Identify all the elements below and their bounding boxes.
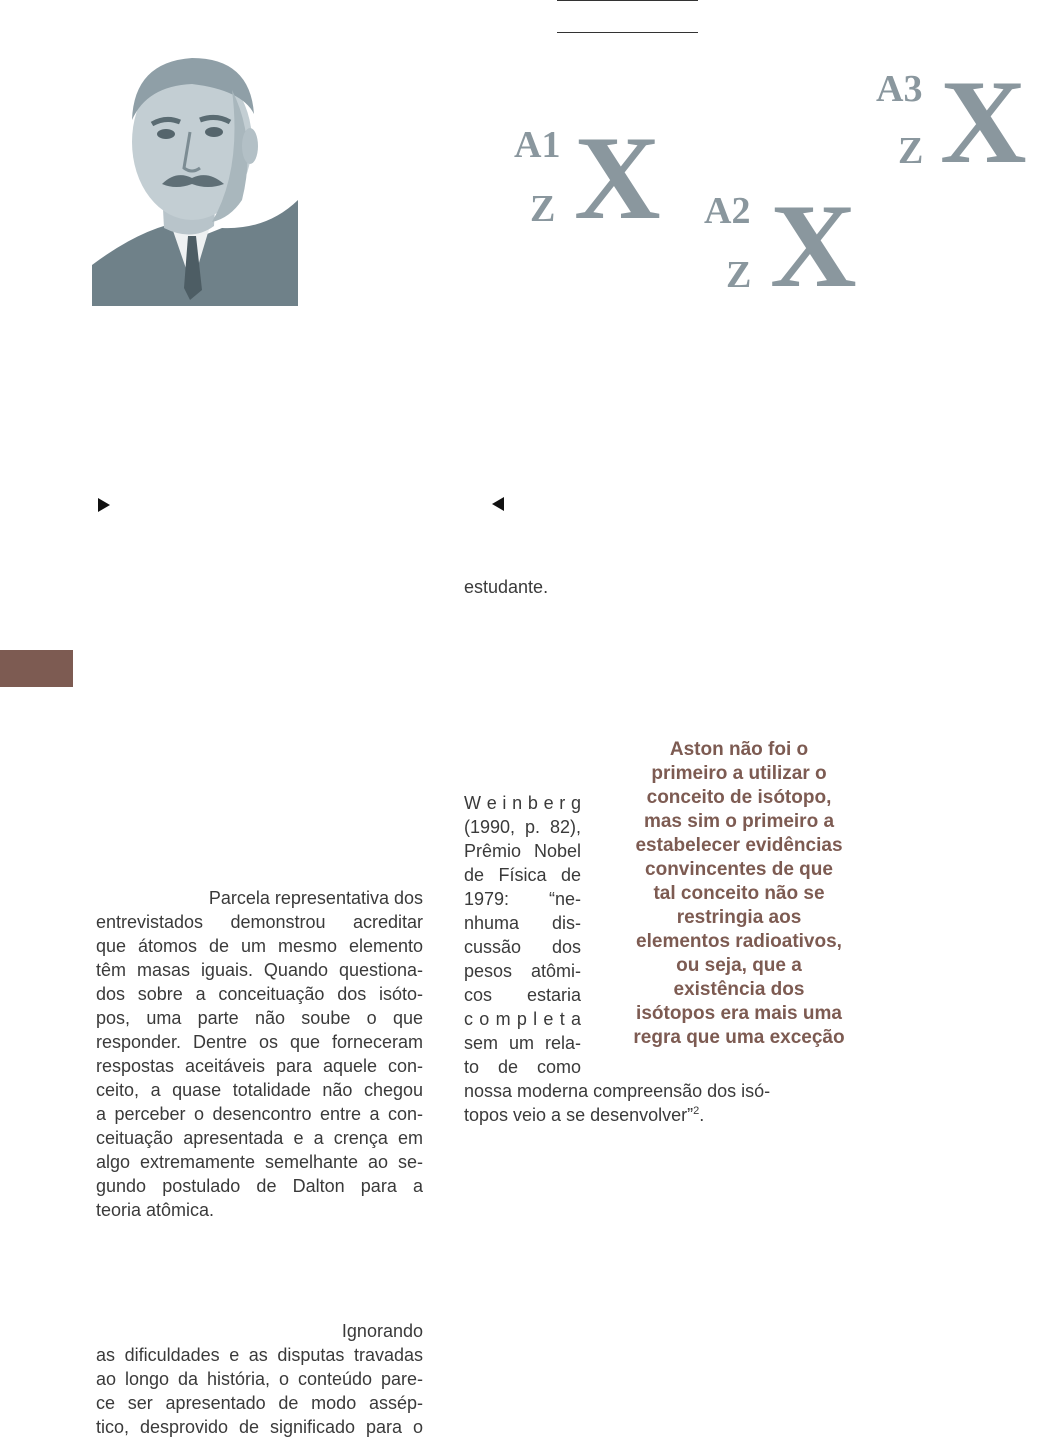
text-line: dos sobre a conceituação dos isóto- — [96, 984, 423, 1004]
text-line: as dificuldades e as disputas travadas — [96, 1345, 423, 1365]
pull-quote-line: estabelecer evidências — [635, 835, 843, 856]
text-line: algo extremamente semelhante ao se- — [96, 1152, 423, 1172]
text-line: c o m p l e t a — [464, 1009, 581, 1029]
text-line: que átomos de um mesmo elemento — [96, 936, 423, 956]
text-line: ceituação apresentada e a crença em — [96, 1128, 423, 1148]
text-line: pesos atômi- — [464, 961, 581, 981]
pull-quote-line: primeiro a utilizar o — [651, 763, 827, 784]
text-line: de Física de — [464, 865, 581, 885]
text-line: tico, desprovido de significado para o — [96, 1417, 423, 1437]
weinberg-quote — [464, 791, 581, 1079]
text-line: Prêmio Nobel — [464, 841, 581, 861]
pull-quote-line: convincentes de que — [645, 859, 833, 880]
element-symbol-1: X — [574, 111, 661, 244]
text-line: ceito, a quase totalidade não chegou — [96, 1080, 423, 1100]
text-line: entrevistados demonstrou acreditar — [96, 912, 423, 932]
text-line: (1990, p. 82), — [464, 817, 581, 837]
text-line: gundo postulado de Dalton para a — [96, 1176, 423, 1196]
triangle-left-icon — [492, 497, 504, 511]
isotope-notation-1 — [512, 111, 662, 244]
text-line: teoria atômica. — [96, 1200, 215, 1220]
text-line: sem um rela- — [464, 1033, 581, 1053]
text-line: respostas aceitáveis para aquele con- — [96, 1056, 423, 1076]
text-line: responder. Dentre os que forneceram — [96, 1032, 423, 1052]
footnote-marker: 2 — [693, 1105, 700, 1117]
text-line: estudante. — [464, 577, 549, 597]
text-line: W e i n b e r g — [464, 793, 581, 813]
left-paragraph-1 — [96, 886, 423, 1222]
portrait-image — [92, 50, 298, 306]
pull-quote — [618, 738, 860, 1050]
text-line: nhuma dis- — [464, 913, 581, 933]
text-line: Parcela representativa dos — [208, 888, 423, 908]
text-line: ao longo da história, o conteúdo pare- — [96, 1369, 423, 1389]
text-line: pos, uma parte não soube o que — [96, 1008, 423, 1028]
text-line — [464, 1103, 794, 1127]
period: . — [699, 1105, 705, 1125]
element-symbol-2: X — [770, 179, 857, 312]
mass-number-2: A2 — [704, 190, 751, 232]
pull-quote-line: existência dos — [673, 979, 805, 1000]
pull-quote-line: elementos radioativos, — [636, 931, 842, 952]
top-rule-1 — [557, 0, 698, 1]
section-tab — [0, 650, 73, 687]
pull-quote-line: conceito de isótopo, — [646, 787, 832, 808]
top-rule-2 — [557, 32, 698, 33]
pull-quote-line: regra que uma exceção — [633, 1027, 845, 1048]
pull-quote-line: isótopos era mais uma — [636, 1003, 842, 1024]
text-line: cos estaria — [464, 985, 581, 1005]
text-line: a perceber o desencontro entre a con- — [96, 1104, 423, 1124]
mass-number-3: A3 — [876, 68, 923, 110]
text-line: to de como — [464, 1057, 581, 1077]
pull-quote-line: tal conceito não se — [653, 883, 825, 904]
text-line: ce ser apresentado de modo assép- — [96, 1393, 423, 1413]
left-paragraph-2 — [96, 1319, 423, 1439]
quote-end-text: topos veio a se desenvolver” — [464, 1105, 694, 1125]
text-line: 1979: “ne- — [464, 889, 581, 909]
text-line: Ignorando — [341, 1321, 423, 1341]
atomic-number-1: Z — [530, 188, 556, 230]
weinberg-quote-tail — [464, 1079, 794, 1127]
text-line: nossa moderna compreensão dos isó- — [464, 1081, 771, 1101]
pull-quote-line: ou seja, que a — [676, 955, 802, 976]
text-line: têm masas iguais. Quando questiona- — [96, 960, 423, 980]
atomic-number-3: Z — [898, 130, 924, 172]
text-line: cussão dos — [464, 937, 581, 957]
pull-quote-line: restringia aos — [676, 907, 802, 928]
pull-quote-line: mas sim o primeiro a — [643, 811, 835, 832]
isotope-notation-2 — [704, 179, 860, 312]
isotope-notation-3 — [876, 55, 1036, 188]
mass-number-1: A1 — [514, 124, 561, 166]
pull-quote-line: Aston não foi o — [669, 739, 809, 760]
atomic-number-2: Z — [726, 254, 752, 296]
right-continuation — [464, 575, 764, 599]
triangle-right-icon — [98, 498, 110, 512]
element-symbol-3: X — [940, 55, 1027, 188]
